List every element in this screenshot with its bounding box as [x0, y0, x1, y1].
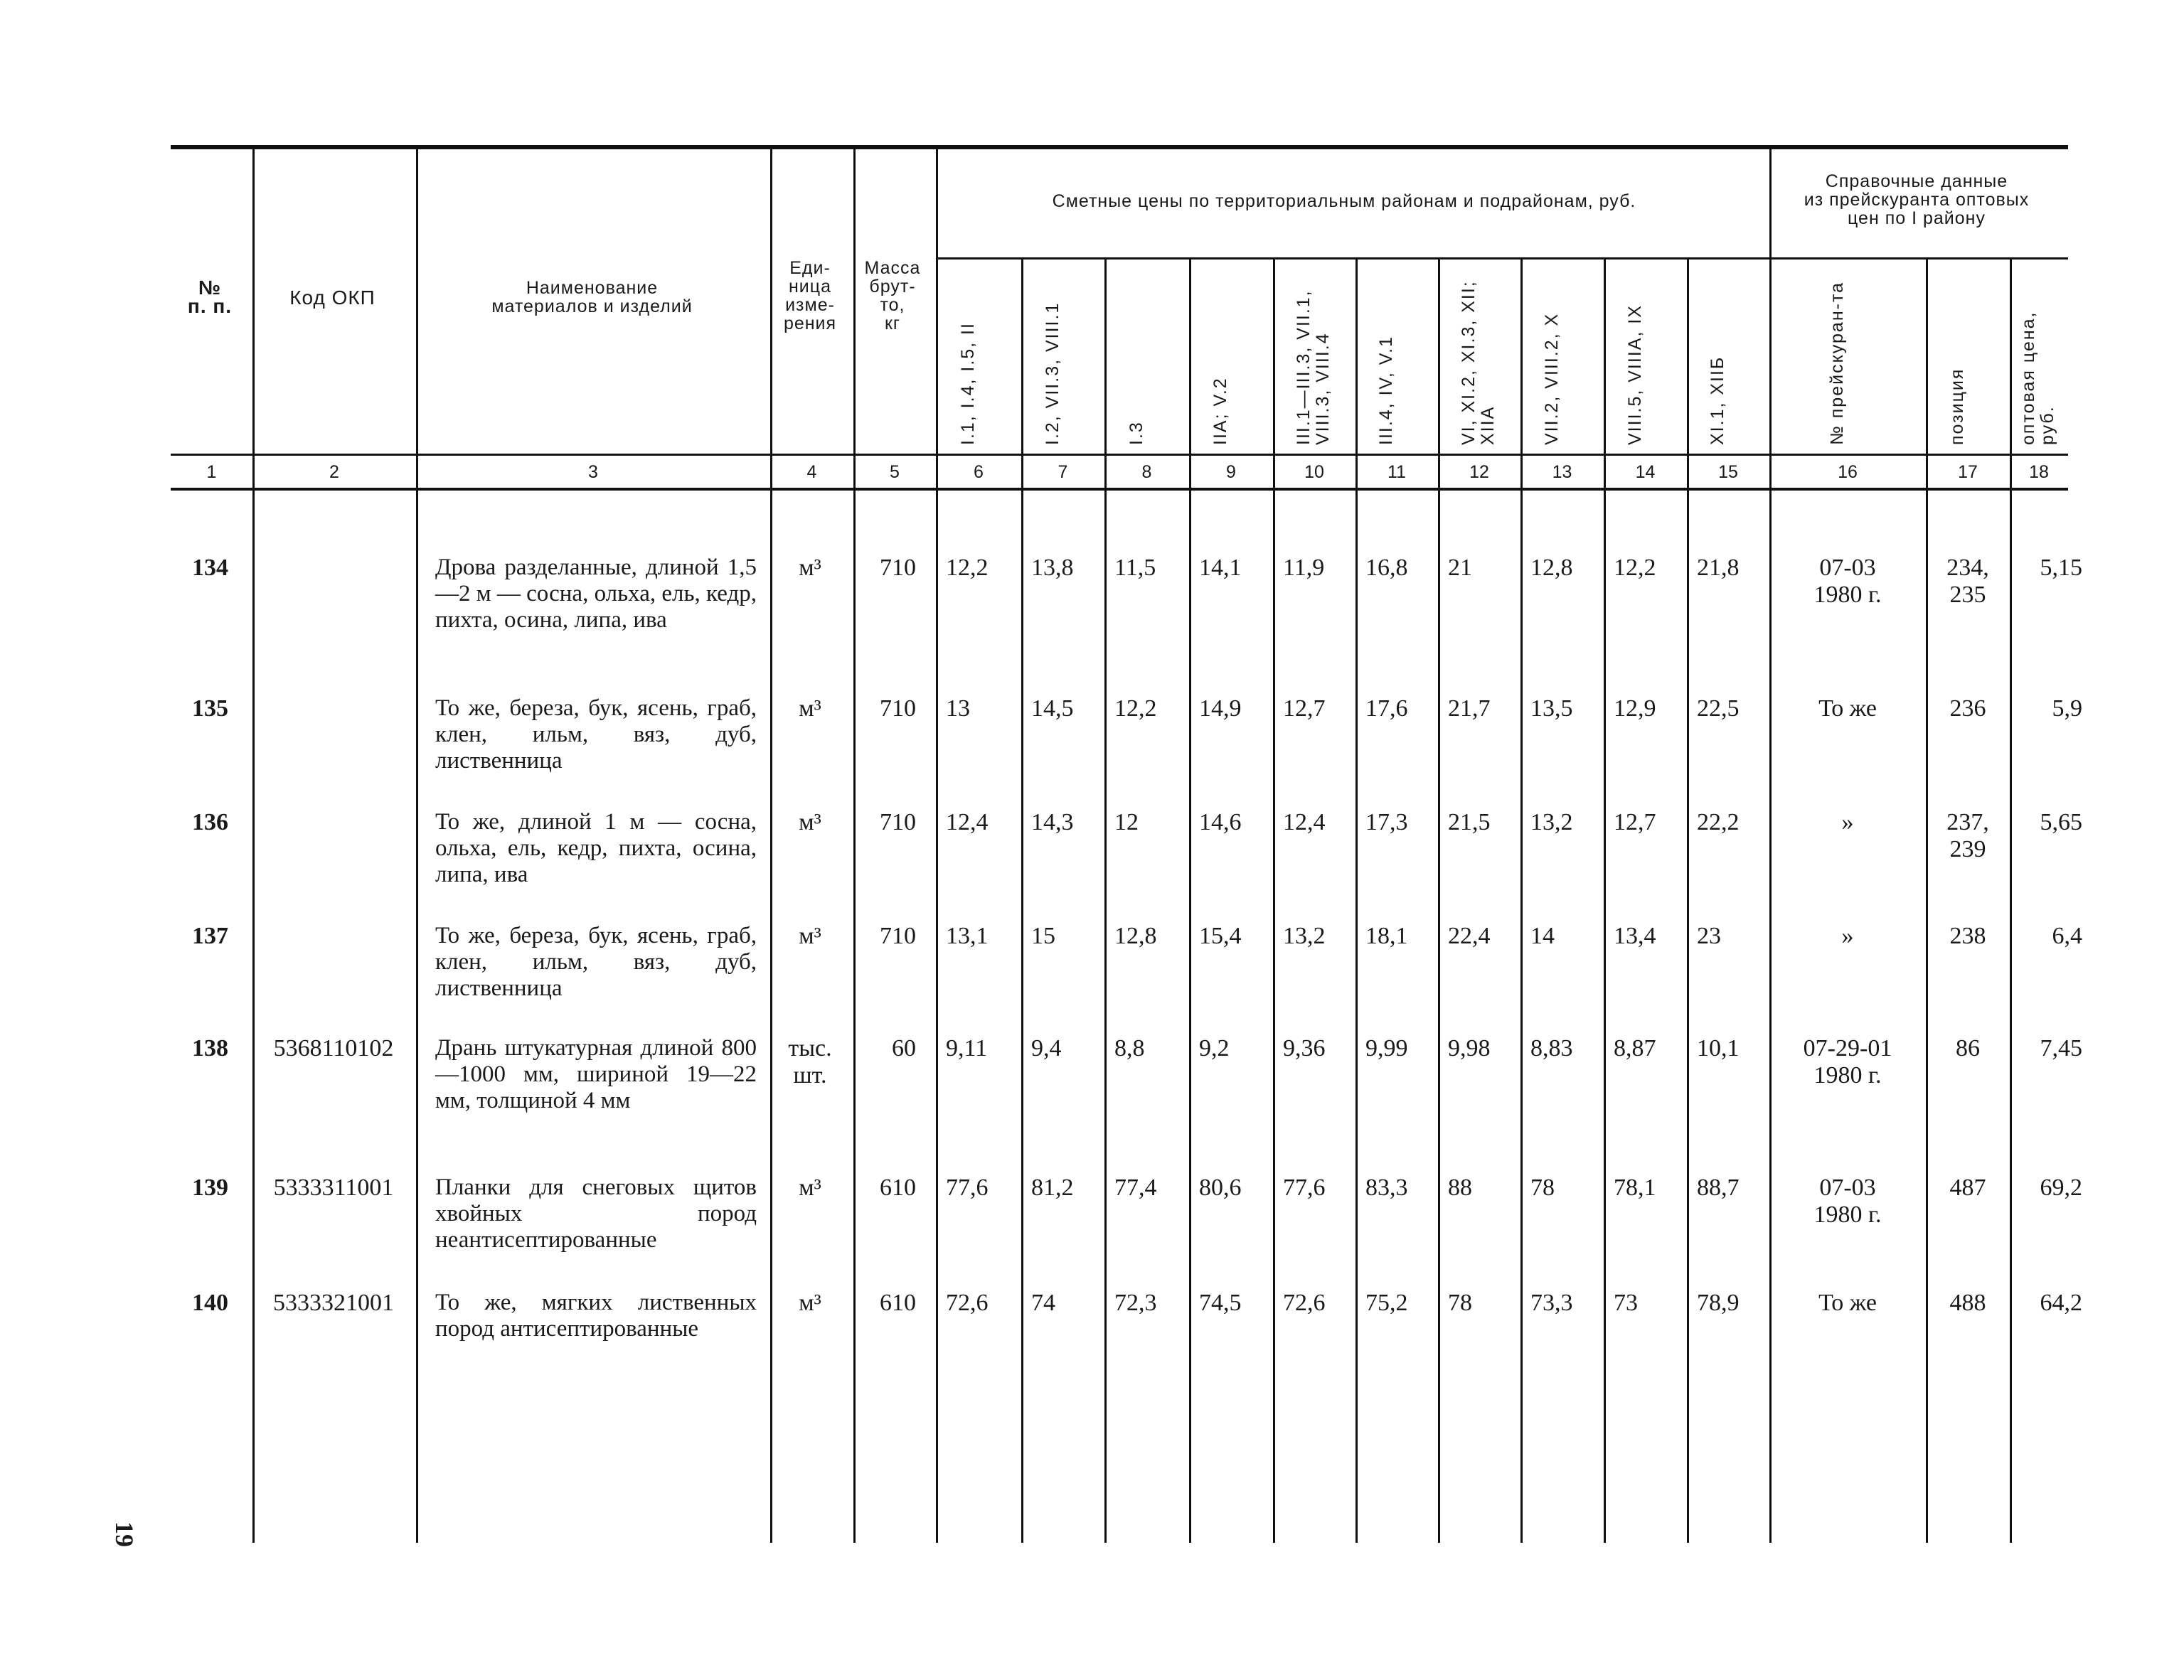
price-region-6: 18,1 [1365, 923, 1408, 949]
wholesale-price: 7,45 [2040, 1035, 2082, 1061]
price-region-9: 8,87 [1614, 1035, 1656, 1061]
material-name: Дрань штукатурная длиной 800—1000 мм, шириной 19—22 мм, толщиной 4 мм [435, 1035, 757, 1113]
okp-code: 5333321001 [273, 1290, 394, 1316]
column-number: 3 [588, 462, 598, 482]
price-region-9: 12,9 [1614, 695, 1656, 722]
price-region-10: 78,9 [1697, 1290, 1740, 1316]
page-number: 19 [110, 1521, 139, 1547]
column-rule [1926, 257, 1928, 1543]
price-region-6: 17,6 [1365, 695, 1408, 722]
column-rule [1520, 257, 1523, 1543]
row-number: 135 [192, 695, 228, 722]
header-code: Код ОКП [289, 287, 375, 309]
header-reference-3: оптовая цена, руб. [2018, 311, 2057, 445]
price-region-4: 9,2 [1199, 1035, 1230, 1061]
price-region-3: 77,4 [1114, 1175, 1157, 1201]
pricelist-number: » [1841, 809, 1854, 835]
column-rule [2010, 257, 2012, 1543]
column-number: 8 [1141, 462, 1152, 482]
material-name: Планки для снеговых щитов хвойных пород неантисептированные [435, 1175, 757, 1253]
price-region-2: 13,8 [1031, 555, 1074, 581]
price-region-7: 21,7 [1448, 695, 1491, 722]
price-region-2: 14,5 [1031, 695, 1074, 722]
column-rule [1687, 257, 1689, 1543]
mass: 710 [880, 695, 916, 722]
pricelist-position: 487 [1949, 1175, 1986, 1201]
column-number: 4 [806, 462, 817, 482]
price-region-3: 12,8 [1114, 923, 1157, 949]
header-region-5: III.1—III.3, VII.1, VIII.3, VIII.4 [1294, 289, 1333, 445]
wholesale-price: 64,2 [2040, 1290, 2082, 1316]
column-number: 10 [1304, 462, 1324, 482]
price-region-1: 12,2 [946, 555, 989, 581]
unit: тыс. шт. [788, 1035, 832, 1088]
column-rule [1769, 149, 1772, 1543]
price-region-8: 73,3 [1530, 1290, 1573, 1316]
price-region-9: 73 [1614, 1290, 1638, 1316]
mass: 60 [892, 1035, 916, 1061]
column-rule [770, 149, 772, 1543]
price-region-7: 9,98 [1448, 1035, 1491, 1061]
wholesale-price: 6,4 [2052, 923, 2082, 949]
price-region-4: 80,6 [1199, 1175, 1242, 1201]
column-number: 18 [2029, 462, 2049, 482]
price-region-10: 23 [1697, 923, 1721, 949]
row-number: 137 [192, 923, 228, 949]
header-price-group: Сметные цены по территориальным районам и подрайонам, руб. [1052, 191, 1636, 211]
price-region-4: 14,9 [1199, 695, 1242, 722]
price-region-2: 15 [1031, 923, 1055, 949]
column-number: 1 [206, 462, 217, 482]
row-number: 138 [192, 1035, 228, 1061]
price-region-8: 12,8 [1530, 555, 1573, 581]
price-region-1: 12,4 [946, 809, 989, 835]
unit: м³ [799, 1175, 821, 1201]
header-mass: Масса брут- то, кг [864, 258, 921, 333]
unit: м³ [799, 555, 821, 581]
price-region-6: 83,3 [1365, 1175, 1408, 1201]
material-name: То же, мягких лиственных пород антисептированные [435, 1290, 757, 1342]
column-number: 6 [974, 462, 984, 482]
price-region-6: 9,99 [1365, 1035, 1408, 1061]
price-region-1: 77,6 [946, 1175, 989, 1201]
header-region-3: I.3 [1126, 421, 1146, 445]
price-region-9: 12,7 [1614, 809, 1656, 835]
column-number: 13 [1552, 462, 1572, 482]
price-region-7: 22,4 [1448, 923, 1491, 949]
column-number: 11 [1387, 462, 1406, 482]
header-region-4: IIA; V.2 [1210, 377, 1230, 445]
price-region-4: 15,4 [1199, 923, 1242, 949]
unit: м³ [799, 1290, 821, 1316]
column-number: 7 [1058, 462, 1068, 482]
price-region-2: 14,3 [1031, 809, 1074, 835]
pricelist-number: » [1841, 923, 1854, 949]
top-rule [171, 145, 2068, 149]
material-name: То же, береза, бук, ясень, граб, клен, ильм, вяз, дуб, лиственница [435, 923, 757, 1001]
pricelist-position: 236 [1949, 695, 1986, 722]
price-region-9: 12,2 [1614, 555, 1656, 581]
mass: 710 [880, 809, 916, 835]
header-unit: Еди- ница изме- рения [783, 258, 837, 333]
header-name: Наименование материалов и изделий [491, 278, 693, 316]
price-region-5: 11,9 [1283, 555, 1325, 581]
price-region-1: 9,11 [946, 1035, 988, 1061]
mass: 610 [880, 1290, 916, 1316]
header-region-8: VII.2, VIII.2, X [1541, 312, 1562, 445]
price-region-5: 13,2 [1283, 923, 1326, 949]
price-region-8: 8,83 [1530, 1035, 1573, 1061]
price-region-3: 8,8 [1114, 1035, 1145, 1061]
pricelist-position: 238 [1949, 923, 1986, 949]
price-region-5: 12,4 [1283, 809, 1326, 835]
price-region-3: 12,2 [1114, 695, 1157, 722]
row-number: 134 [192, 555, 228, 581]
column-number: 15 [1718, 462, 1738, 482]
price-region-8: 14 [1530, 923, 1555, 949]
price-region-5: 12,7 [1283, 695, 1326, 722]
price-region-10: 22,5 [1697, 695, 1740, 722]
header-reference-1: № прейскуран-та [1827, 281, 1847, 445]
price-region-10: 21,8 [1697, 555, 1740, 581]
price-region-1: 13,1 [946, 923, 989, 949]
price-region-4: 74,5 [1199, 1290, 1242, 1316]
price-region-9: 78,1 [1614, 1175, 1656, 1201]
column-number: 16 [1838, 462, 1858, 482]
pricelist-number: 07-03 1980 г. [1813, 555, 1882, 608]
column-rule [1021, 257, 1023, 1543]
header-region-9: VIII.5, VIIIA, IX [1624, 304, 1645, 445]
column-rule [416, 149, 418, 1543]
column-number: 14 [1635, 462, 1656, 482]
price-region-1: 13 [946, 695, 970, 722]
column-rule [936, 149, 938, 1543]
pricelist-number: То же [1818, 1290, 1877, 1316]
pricelist-number: 07-29-01 1980 г. [1803, 1035, 1892, 1088]
price-region-10: 10,1 [1697, 1035, 1740, 1061]
price-region-7: 78 [1448, 1290, 1472, 1316]
price-region-4: 14,1 [1199, 555, 1242, 581]
header-region-1: I.1, I.4, I.5, II [958, 322, 978, 445]
price-region-5: 77,6 [1283, 1175, 1326, 1201]
pricelist-position: 237, 239 [1946, 809, 1989, 862]
price-region-3: 12 [1114, 809, 1139, 835]
column-rule [1438, 257, 1440, 1543]
colnum-bottom-rule [171, 488, 2068, 491]
pricelist-position: 488 [1949, 1290, 1986, 1316]
price-region-5: 9,36 [1283, 1035, 1326, 1061]
price-region-2: 9,4 [1031, 1035, 1062, 1061]
pricelist-position: 86 [1956, 1035, 1980, 1061]
pricelist-position: 234, 235 [1946, 555, 1989, 608]
header-bottom-rule [171, 454, 2068, 456]
pricelist-number: То же [1818, 695, 1877, 722]
price-region-2: 74 [1031, 1290, 1055, 1316]
material-name: То же, береза, бук, ясень, граб, клен, ильм, вяз, дуб, лиственница [435, 695, 757, 774]
header-rownum: № п. п. [187, 277, 233, 317]
price-region-9: 13,4 [1614, 923, 1656, 949]
column-rule [853, 149, 856, 1543]
price-region-8: 13,2 [1530, 809, 1573, 835]
price-region-4: 14,6 [1199, 809, 1242, 835]
mass: 710 [880, 923, 916, 949]
price-region-2: 81,2 [1031, 1175, 1074, 1201]
mass: 710 [880, 555, 916, 581]
header-region-7: VI, XI.2, XI.3, XII; XIIA [1459, 280, 1498, 445]
header-reference-group: Справочные данные из прейскуранта оптовых цен по I району [1804, 171, 2030, 228]
unit: м³ [799, 923, 821, 949]
price-region-10: 88,7 [1697, 1175, 1740, 1201]
price-region-6: 16,8 [1365, 555, 1408, 581]
header-region-10: XI.1, XIIБ [1708, 355, 1727, 445]
okp-code: 5333311001 [273, 1175, 394, 1201]
price-region-10: 22,2 [1697, 809, 1740, 835]
wholesale-price: 5,9 [2052, 695, 2082, 722]
column-rule [1104, 257, 1107, 1543]
pricelist-number: 07-03 1980 г. [1813, 1175, 1882, 1228]
wholesale-price: 5,65 [2040, 809, 2082, 835]
price-region-7: 88 [1448, 1175, 1472, 1201]
price-region-5: 72,6 [1283, 1290, 1326, 1316]
price-region-7: 21 [1448, 555, 1472, 581]
material-name: То же, длиной 1 м — сосна, ольха, ель, кедр, пихта, осина, липа, ива [435, 809, 757, 887]
price-region-7: 21,5 [1448, 809, 1491, 835]
column-rule [1273, 257, 1275, 1543]
price-region-3: 72,3 [1114, 1290, 1157, 1316]
price-region-3: 11,5 [1114, 555, 1156, 581]
price-region-8: 78 [1530, 1175, 1555, 1201]
mass: 610 [880, 1175, 916, 1201]
header-reference-2: позиция [1947, 368, 1967, 445]
row-number: 136 [192, 809, 228, 835]
column-number: 9 [1226, 462, 1236, 482]
column-number: 12 [1469, 462, 1489, 482]
material-name: Дрова разделанные, длиной 1,5—2 м — сосна, ольха, ель, кедр, пихта, осина, липа, ива [435, 555, 757, 633]
wholesale-price: 69,2 [2040, 1175, 2082, 1201]
price-region-1: 72,6 [946, 1290, 989, 1316]
price-region-6: 17,3 [1365, 809, 1408, 835]
unit: м³ [799, 695, 821, 722]
column-rule [252, 149, 255, 1543]
okp-code: 5368110102 [273, 1035, 394, 1061]
column-number: 5 [890, 462, 900, 482]
price-region-6: 75,2 [1365, 1290, 1408, 1316]
column-rule [1604, 257, 1606, 1543]
column-number: 17 [1958, 462, 1978, 482]
column-number: 2 [329, 462, 339, 482]
header-region-6: III.4, IV, V.1 [1376, 335, 1396, 445]
row-number: 139 [192, 1175, 228, 1201]
price-region-8: 13,5 [1530, 695, 1573, 722]
column-rule [1355, 257, 1358, 1543]
column-rule [1189, 257, 1191, 1543]
row-number: 140 [192, 1290, 228, 1316]
wholesale-price: 5,15 [2040, 555, 2082, 581]
header-region-2: I.2, VII.3, VIII.1 [1042, 301, 1062, 445]
unit: м³ [799, 809, 821, 835]
